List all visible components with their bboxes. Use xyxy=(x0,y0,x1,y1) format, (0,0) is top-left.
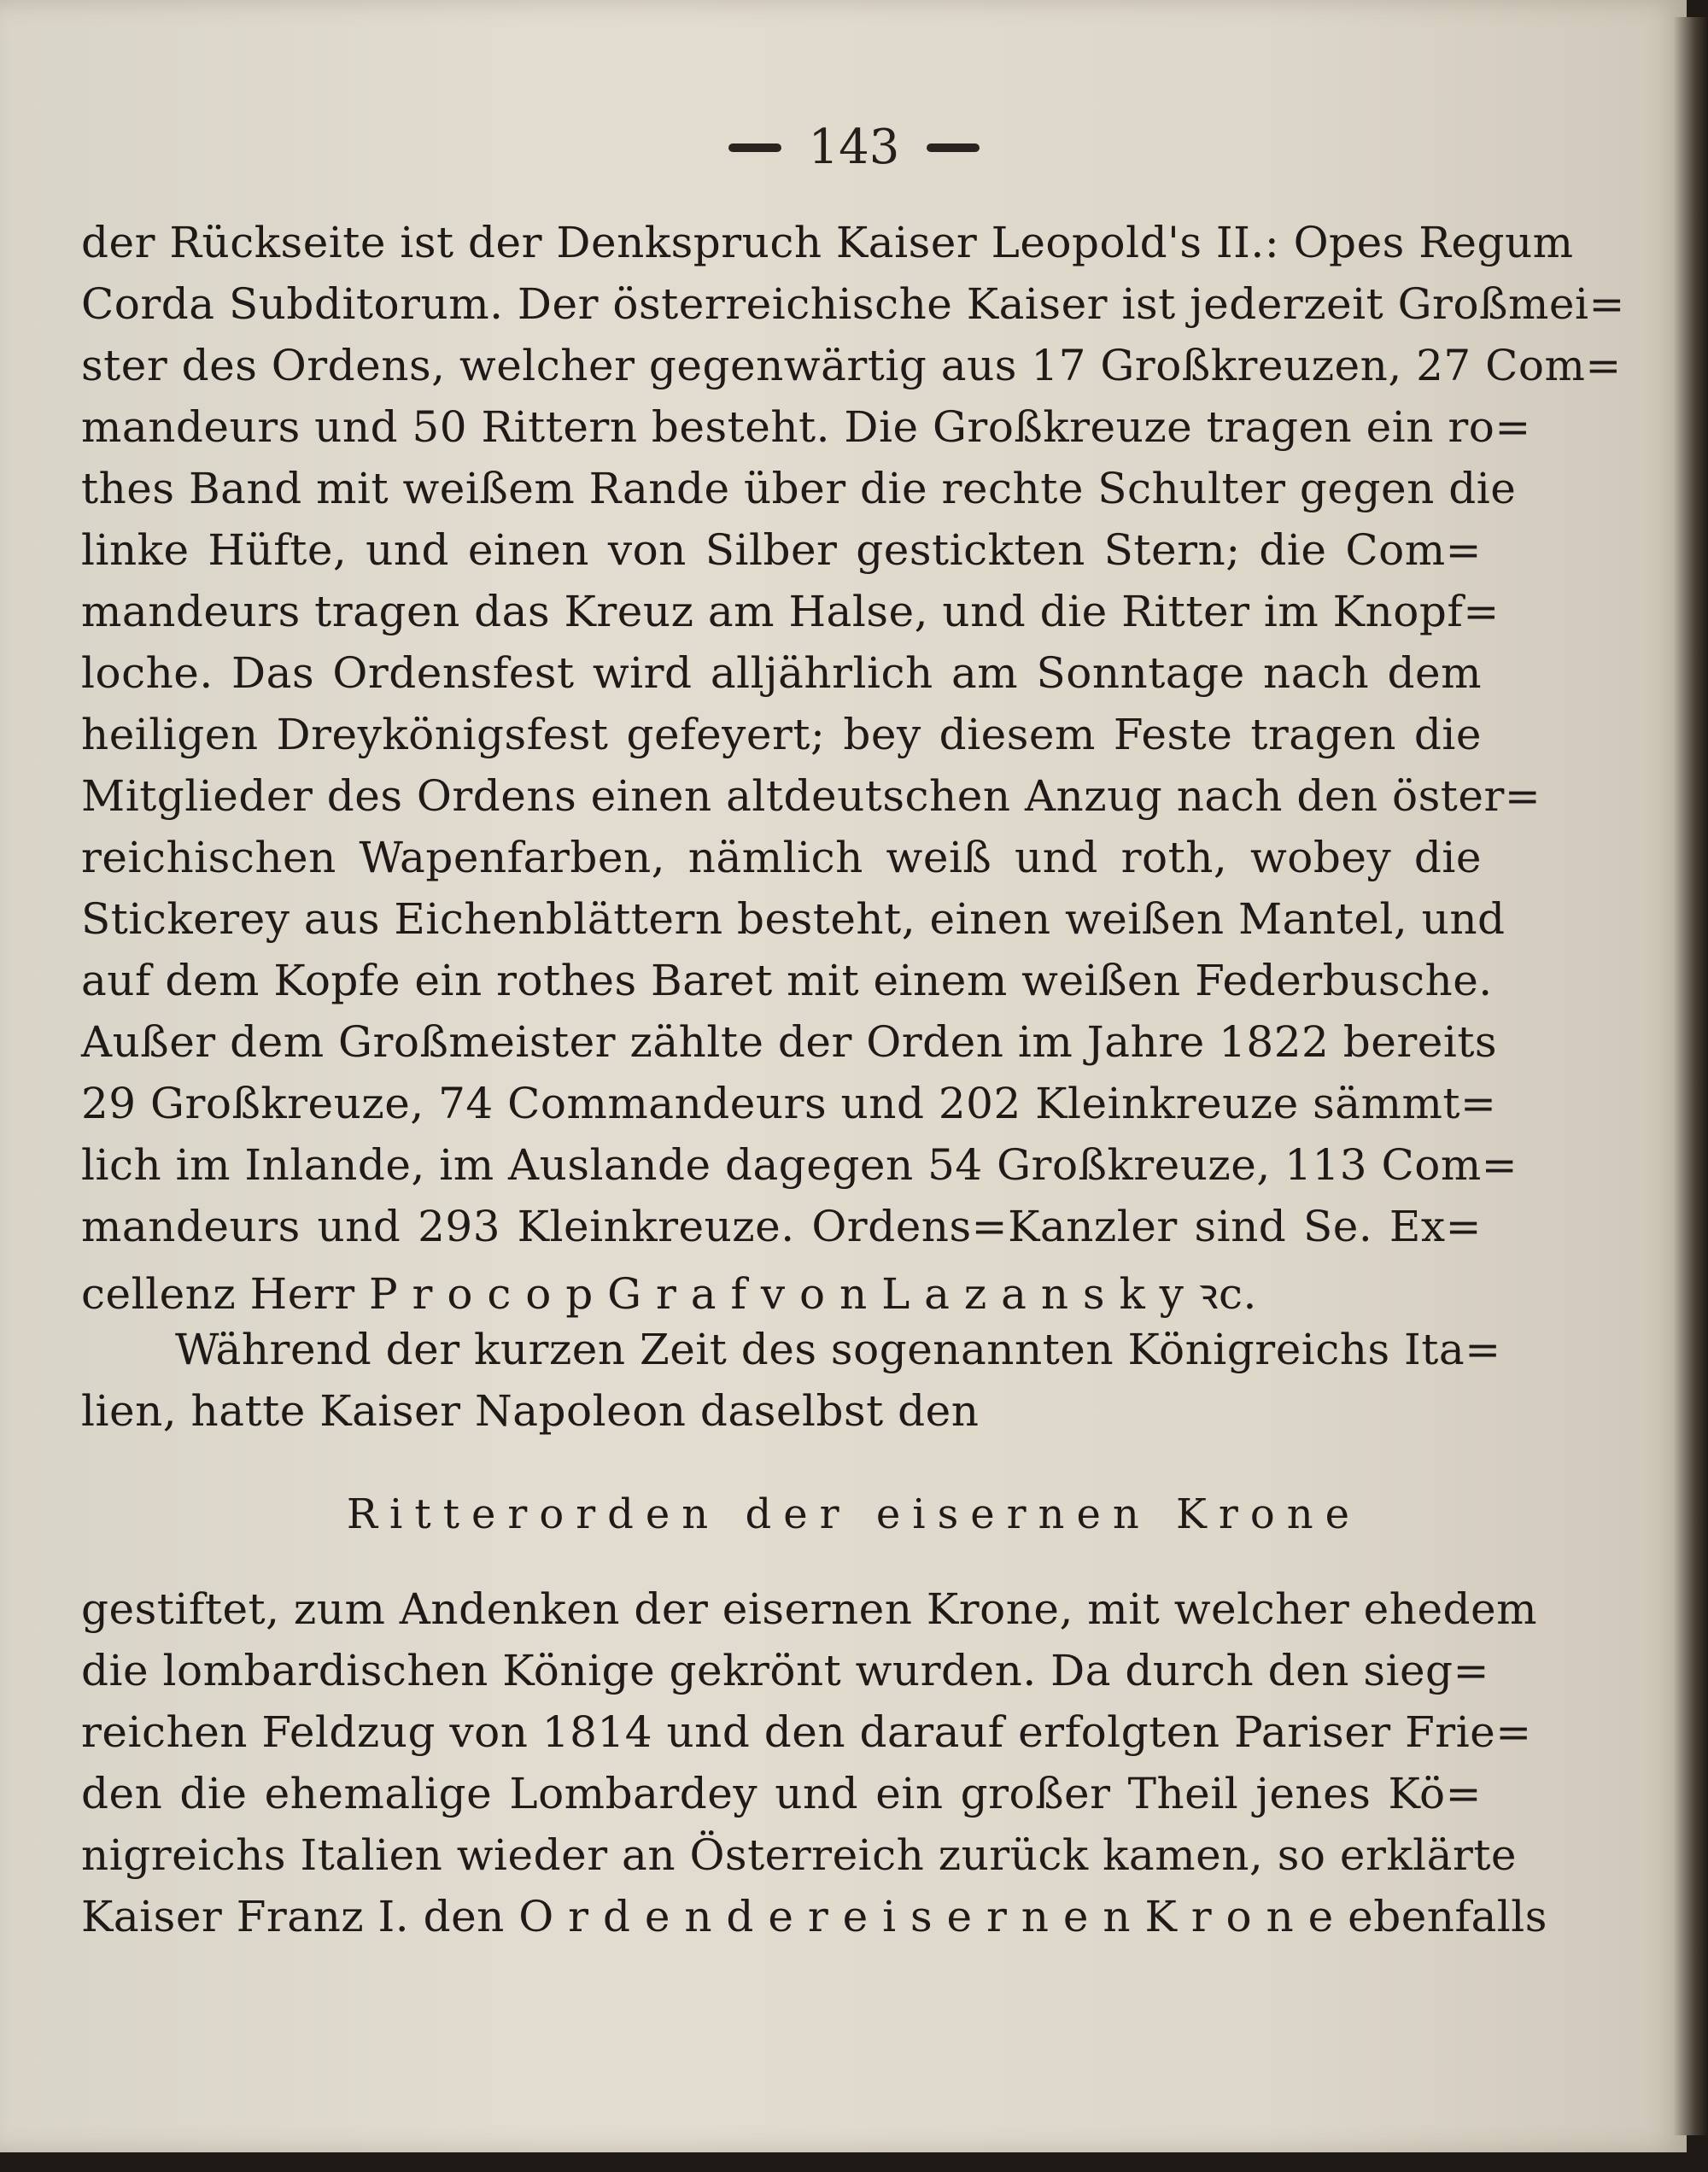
text-line: loche. Das Ordensfest wird alljährlich am Sonntage nach dem xyxy=(81,648,1482,698)
text-line: Kaiser Franz I. den O r d e n d e r e i s e r n e n K r o n e ebenfalls xyxy=(81,1892,1547,1941)
text-line: der Rückseite ist der Denkspruch Kaiser Leopold's II.: Opes Regum xyxy=(81,218,1574,267)
text-line: Mitglieder des Ordens einen altdeutschen Anzug nach den öster= xyxy=(81,771,1541,821)
body-text-continued xyxy=(81,0,1625,2172)
text-line: reichischen Wapenfarben, nämlich weiß und roth, wobey die xyxy=(81,833,1482,882)
text-line: die lombardischen Könige gekrönt wurden. Da durch den sieg= xyxy=(81,1646,1489,1695)
text-line: auf dem Kopfe ein rothes Baret mit einem weißen Federbusche. xyxy=(81,956,1493,1005)
text-line: lien, hatte Kaiser Napoleon daselbst den xyxy=(81,1386,980,1436)
text-line: gestiftet, zum Andenken der eisernen Krone, mit welcher ehedem xyxy=(81,1584,1538,1634)
text-line: heiligen Dreykönigsfest gefeyert; bey diesem Feste tragen die xyxy=(81,710,1482,759)
text-line: Außer dem Großmeister zählte der Orden im Jahre 1822 bereits xyxy=(81,1017,1498,1067)
text-line: mandeurs und 50 Rittern besteht. Die Großkreuze tragen ein ro= xyxy=(81,402,1531,452)
text-line: ster des Ordens, welcher gegenwärtig aus 17 Großkreuzen, 27 Com= xyxy=(81,341,1622,390)
page-binding-edge xyxy=(1674,17,1708,2135)
section-heading: Ritterorden der eisernen Krone xyxy=(346,1490,1362,1538)
text-line: linke Hüfte, und einen von Silber gestickten Stern; die Com= xyxy=(81,525,1482,575)
text-line: cellenz Herr P r o c o p G r a f v o n L a z a n s k y ꝛc. xyxy=(81,1269,1257,1319)
text-line: Corda Subditorum. Der österreichische Kaiser ist jederzeit Großmei= xyxy=(81,279,1625,329)
text-line: lich im Inlande, im Auslande dagegen 54 Großkreuze, 113 Com= xyxy=(81,1140,1518,1190)
text-line: reichen Feldzug von 1814 und den darauf erfolgten Pariser Frie= xyxy=(81,1707,1532,1757)
text-line: thes Band mit weißem Rande über die rechte Schulter gegen die xyxy=(81,464,1517,513)
text-line: mandeurs und 293 Kleinkreuze. Ordens=Kanzler sind Se. Ex= xyxy=(81,1202,1482,1251)
text-line: Während der kurzen Zeit des sogenannten Königreichs Ita= xyxy=(175,1325,1501,1374)
text-line: den die ehemalige Lombardey und ein großer Theil jenes Kö= xyxy=(81,1769,1482,1818)
text-line: 29 Großkreuze, 74 Commandeurs und 202 Kleinkreuze sämmt= xyxy=(81,1079,1497,1128)
text-line: nigreichs Italien wieder an Österreich zurück kamen, so erklärte xyxy=(81,1830,1518,1880)
page-number: 143 xyxy=(808,120,900,175)
text-line: Stickerey aus Eichenblättern besteht, einen weißen Mantel, und xyxy=(81,894,1506,944)
text-line: mandeurs tragen das Kreuz am Halse, und die Ritter im Knopf= xyxy=(81,587,1500,636)
